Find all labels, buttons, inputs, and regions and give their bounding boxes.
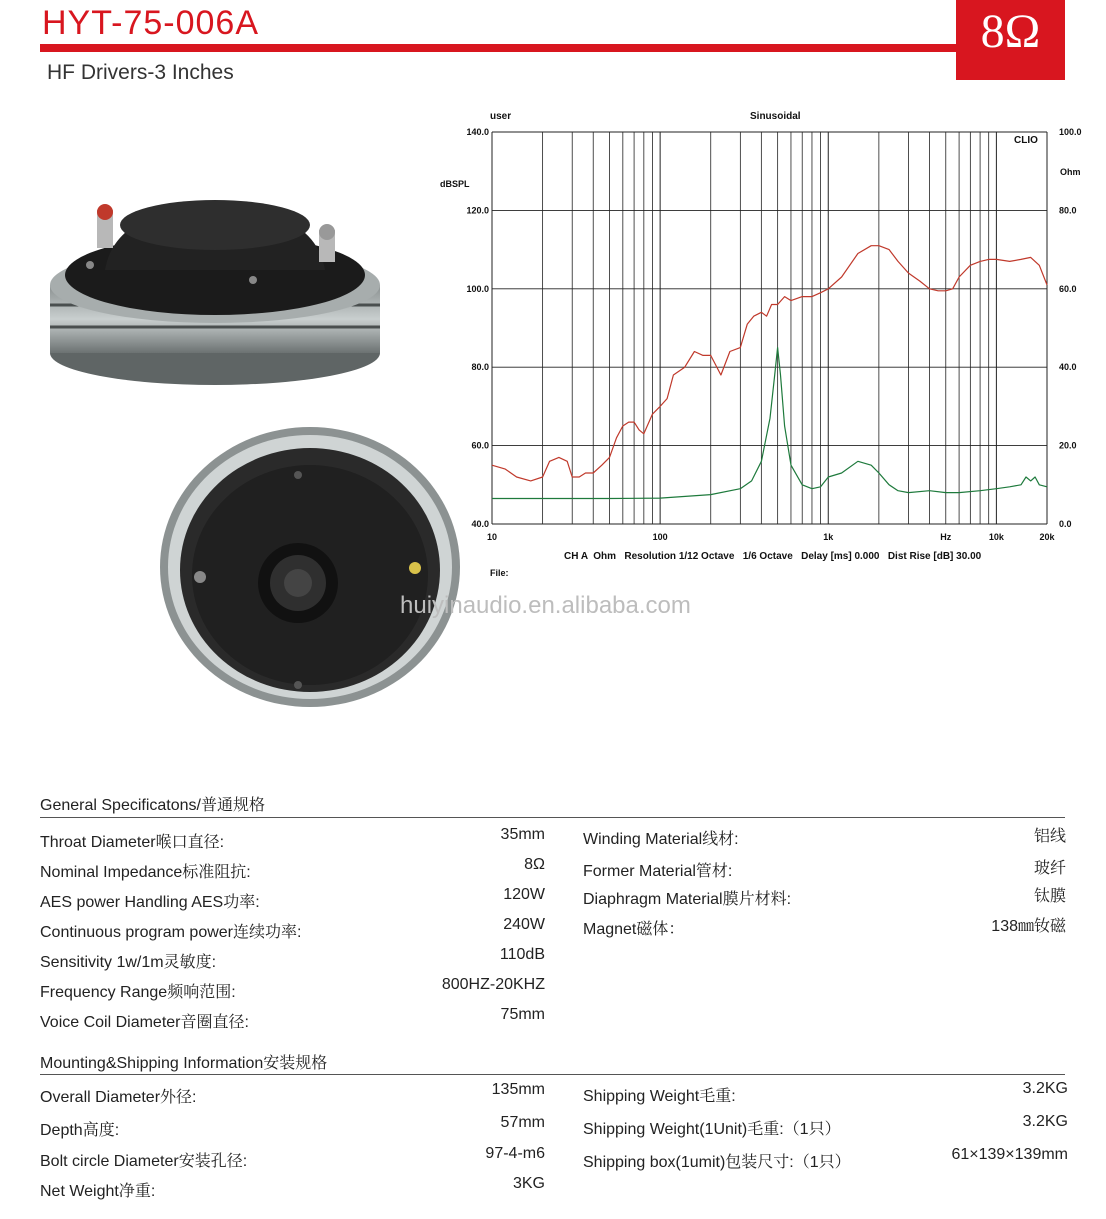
product-subtitle: HF Drivers-3 Inches (47, 61, 234, 84)
general-spec-value: 800HZ-20KHZ (441, 976, 545, 993)
chart-top-left-label: user (490, 111, 512, 122)
general-spec-value: 110dB (499, 946, 545, 963)
mounting-spec-value: 57mm (500, 1114, 545, 1131)
driver-side-photo (45, 185, 390, 395)
mounting-spec-value: 3.2KG (1022, 1080, 1068, 1097)
general-spec-value: 35mm (500, 826, 545, 843)
chart-x-tick-label: 10 (486, 532, 498, 542)
general-spec-label: Throat Diameter喉口直径: (40, 834, 225, 851)
general-spec-label: Magnet磁体： (583, 921, 685, 938)
chart-x-tick-label: 10k (988, 532, 1004, 542)
watermark: huiyinaudio.en.alibaba.com (400, 592, 691, 619)
frequency-response-chart (430, 105, 1100, 585)
chart-x-tick-label: Hz (940, 532, 952, 542)
mounting-spec-label: Net Weight净重: (40, 1183, 156, 1200)
header-red-bar (40, 44, 960, 52)
chart-x-tick-label: 100 (652, 532, 668, 542)
general-spec-label: Diaphragm Material膜片材料: (583, 891, 792, 908)
general-specs-title: General Specificatons/普通规格 (40, 797, 265, 814)
general-spec-label: Voice Coil Diameter音圈直径: (40, 1014, 249, 1031)
chart-x-tick-label: 1k (823, 532, 834, 542)
chart-right-unit: Ohm (1060, 167, 1081, 177)
general-spec-label: Winding Material线材: (583, 831, 739, 848)
chart-y-left-tick-label: 140.0 (466, 127, 489, 137)
chart-y-right-tick-label: 20.0 (1059, 440, 1077, 451)
impedance-line (492, 348, 1047, 499)
mounting-spec-value: 97-4-m6 (485, 1145, 545, 1162)
general-spec-value: 120W (503, 886, 545, 903)
general-spec-label: Nominal Impedance标准阻抗: (40, 864, 251, 881)
mounting-specs-rule (40, 1074, 1065, 1075)
chart-y-left-tick-label: 60.0 (471, 440, 489, 451)
mounting-spec-label: Shipping Weight(1Unit)毛重:（1只） (583, 1121, 841, 1138)
general-spec-value: 8Ω (524, 856, 545, 873)
general-spec-label: Frequency Range频响范围: (40, 984, 236, 1001)
chart-footer: CH A Ohm Resolution 1/12 Octave 1/6 Octave Delay [ms] 0.000 Dist Rise [dB] 30.00 (564, 551, 982, 562)
general-spec-value: 玻纤 (1033, 860, 1066, 877)
chart-y-right-tick-label: 60.0 (1059, 283, 1077, 294)
impedance-badge: 8Ω (956, 0, 1065, 80)
general-spec-label: Former Material管材: (583, 863, 733, 880)
mounting-spec-value: 135mm (491, 1081, 545, 1098)
chart-top-center-label: Sinusoidal (750, 111, 801, 122)
general-spec-value: 240W (503, 916, 545, 933)
general-spec-value: 75mm (500, 1006, 545, 1023)
mounting-spec-value: 61×139×139mm (951, 1146, 1068, 1163)
mounting-spec-label: Overall Diameter外径: (40, 1089, 197, 1106)
general-spec-label: Continuous program power连续功率: (40, 924, 302, 941)
chart-y-left-tick-label: 80.0 (471, 362, 489, 373)
chart-y-right-tick-label: 100.0 (1059, 127, 1082, 137)
chart-grid (492, 132, 1047, 524)
general-spec-value: 铝线 (1033, 828, 1066, 845)
model-title: HYT-75-006A (42, 4, 259, 42)
chart-y-left-tick-label: 40.0 (471, 519, 489, 529)
mounting-spec-label: Bolt circle Diameter安装孔径: (40, 1153, 248, 1170)
general-specs-rule (40, 817, 1065, 818)
mounting-spec-label: Depth高度: (40, 1122, 120, 1139)
general-spec-value: 钛膜 (1033, 888, 1066, 905)
chart-left-unit: dBSPL (440, 179, 470, 189)
driver-rear-photo (150, 425, 470, 715)
chart-y-right-tick-label: 40.0 (1059, 362, 1077, 373)
chart-ticks (466, 127, 1081, 542)
chart-file-label: File: (490, 568, 509, 578)
chart-y-right-tick-label: 0.0 (1059, 519, 1072, 529)
chart-brand: CLIO (1014, 135, 1038, 146)
general-spec-value: 138㎜钕磁 (991, 918, 1066, 935)
chart-y-left-tick-label: 120.0 (466, 205, 489, 216)
general-spec-label: AES power Handling AES功率: (40, 894, 260, 911)
chart-lines (492, 246, 1047, 499)
general-spec-label: Sensitivity 1w/1m灵敏度: (40, 954, 217, 971)
chart-y-right-tick-label: 80.0 (1059, 205, 1077, 216)
mounting-spec-label: Shipping Weight毛重: (583, 1088, 736, 1105)
chart-y-left-tick-label: 100.0 (466, 283, 489, 294)
mounting-spec-label: Shipping box(1umit)包装尺寸:（1只） (583, 1154, 851, 1171)
chart-x-tick-label: 20k (1039, 532, 1055, 542)
mounting-specs-title: Mounting&Shipping Information安装规格 (40, 1055, 328, 1072)
mounting-spec-value: 3KG (512, 1175, 545, 1192)
mounting-spec-value: 3.2KG (1022, 1113, 1068, 1130)
